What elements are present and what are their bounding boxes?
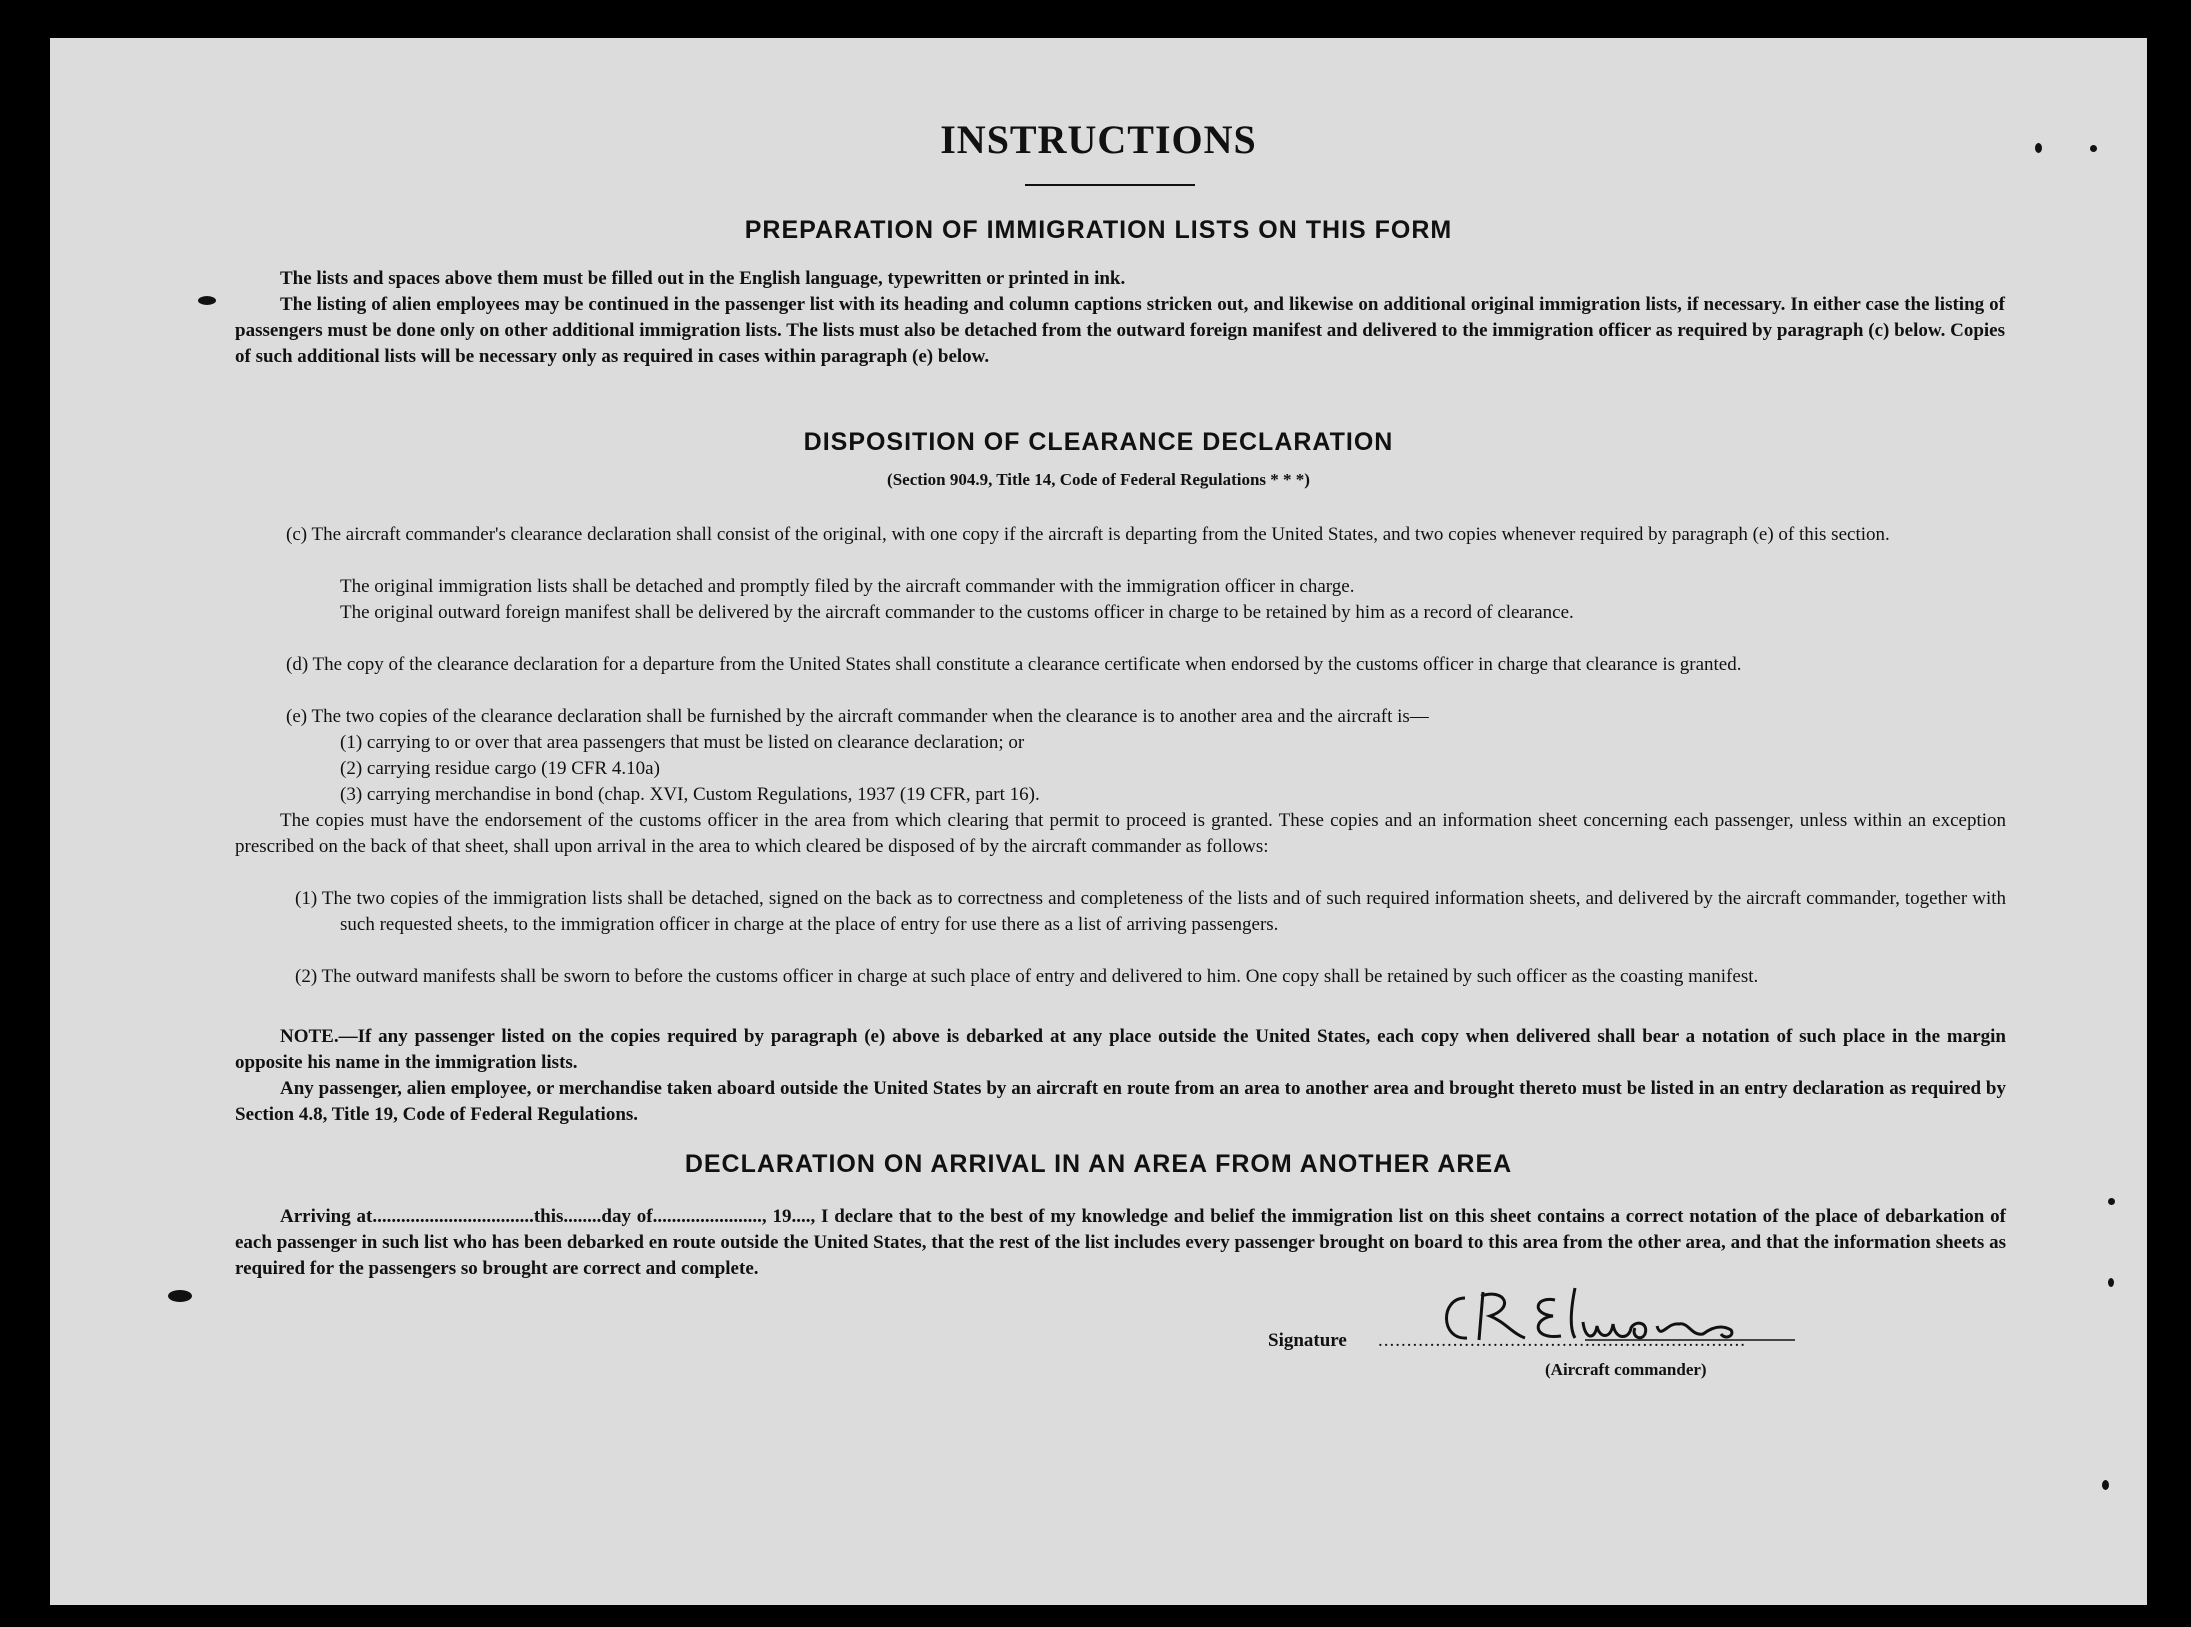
scan-mark (2102, 1480, 2109, 1490)
regulation-paragraph-e: (e) The two copies of the clearance declaration shall be furnished by the aircraft commander when the clearance is to another area and the aircraft is— (286, 706, 1429, 727)
scan-mark (2108, 1278, 2114, 1287)
regulation-paragraph-c2: The original outward foreign manifest shall be delivered by the aircraft commander to the customs officer in charge to be retained by him as a record of clearance. (340, 602, 1574, 623)
section-heading-declaration: DECLARATION ON ARRIVAL IN AN AREA FROM ANOTHER AREA (684, 1150, 1513, 1178)
regulation-paragraph-d: (d) The copy of the clearance declaration for a departure from the United States shall constitute a clearance certificate when endorsed by the customs officer in charge that clearance is granted. (286, 654, 1742, 675)
signature-caption: (Aircraft commander) (1545, 1360, 1707, 1379)
scan-mark (168, 1290, 192, 1302)
signature-line: ................................................................ (1378, 1330, 1746, 1351)
page-title: INSTRUCTIONS (940, 117, 1257, 162)
scan-mark (2090, 145, 2097, 152)
section-subheading: (Section 904.9, Title 14, Code of Federal Regulations * * *) (887, 470, 1310, 489)
scan-mark (198, 296, 216, 305)
section-heading-disposition: DISPOSITION OF CLEARANCE DECLARATION (803, 428, 1394, 456)
handwritten-signature (1435, 1278, 1815, 1358)
bleed-through-text (90, 156, 102, 209)
regulation-item-f1: (1) The two copies of the immigration lists shall be detached, signed on the back as to correctness and completeness of the lists and of such required information sheets, and delivered by the aircraft commander, together with such requested sheets, to the immigration officer in charge at the place of entry for use there as a list of arriving passengers. (295, 888, 2006, 935)
entry-declaration-paragraph: Any passenger, alien employee, or merchandise taken aboard outside the United States by an aircraft en route from an area to another area and brought thereto must be listed in an entry declaration as required by Section 4.8, Title 19, Code of Federal Regulations. (235, 1078, 2006, 1125)
regulation-item-e1: (1) carrying to or over that area passengers that must be listed on clearance declaration; or (340, 732, 1025, 753)
title-rule (1025, 184, 1195, 186)
scan-mark (2108, 1198, 2115, 1205)
instruction-paragraph: The lists and spaces above them must be filled out in the English language, typewritten or printed in ink. (280, 268, 1126, 289)
document-page (50, 38, 2147, 1605)
arrival-declaration-paragraph: Arriving at..................................this........day of......................., 19...., I declare that to the best of my knowledge and belief the immigration list on this sheet contains a correct notation of the place of debarkation of each passenger in such list who has been debarked en route outside the United States, that the rest of the list includes every passenger brought on board to this area from the other area, and that the information sheets as required for the passengers so brought are correct and complete. (235, 1206, 2006, 1279)
scan-mark (2035, 143, 2042, 153)
section-heading-preparation: PREPARATION OF IMMIGRATION LISTS ON THIS FORM (744, 216, 1453, 244)
signature-label: Signature (1268, 1330, 1347, 1351)
regulation-paragraph-c: (c) The aircraft commander's clearance declaration shall consist of the original, with one copy if the aircraft is departing from the United States, and two copies whenever required by paragraph (e) of this section. (286, 524, 1890, 545)
note-paragraph: NOTE.—If any passenger listed on the copies required by paragraph (e) above is debarked at any place outside the United States, each copy when delivered shall bear a notation of such place in the margin opposite his name in the immigration lists. (235, 1026, 2006, 1073)
regulation-paragraph-c1: The original immigration lists shall be detached and promptly filed by the aircraft commander with the immigration officer in charge. (340, 576, 1355, 597)
regulation-item-e3: (3) carrying merchandise in bond (chap. XVI, Custom Regulations, 1937 (19 CFR, part 16). (340, 784, 1040, 805)
regulation-item-f2: (2) The outward manifests shall be sworn to before the customs officer in charge at such place of entry and delivered to him. One copy shall be retained by such officer as the coasting manifest. (295, 966, 1759, 987)
regulation-item-e2: (2) carrying residue cargo (19 CFR 4.10a) (340, 758, 660, 779)
instruction-paragraph: The listing of alien employees may be continued in the passenger list with its heading and column captions stricken out, and likewise on additional original immigration lists, if necessary. In either case the listing of passengers must be done only on other additional immigration lists. The lists must also be detached from the outward foreign manifest and delivered to the immigration officer as required by paragraph (c) below. Copies of such additional lists will be necessary only as required in cases within paragraph (e) below. (235, 294, 2005, 367)
regulation-paragraph-copies: The copies must have the endorsement of the customs officer in the area from which clearing that permit to proceed is granted. These copies and an information sheet concerning each passenger, unless within an exception prescribed on the back of that sheet, shall upon arrival in the area to which cleared be disposed of by the aircraft commander as follows: (235, 810, 2006, 857)
